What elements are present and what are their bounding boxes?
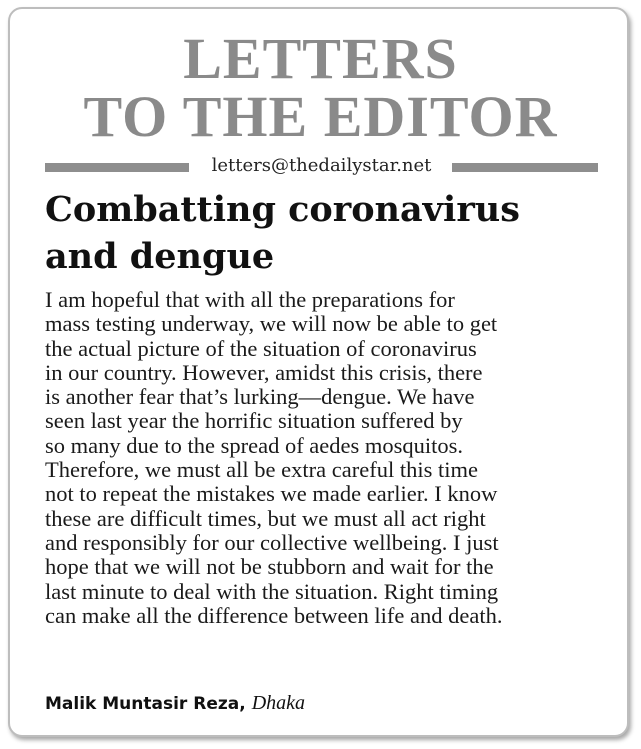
author-name: Malik Muntasir Reza,	[45, 694, 246, 714]
body-line: and responsibly for our collective wellbeing. I just	[45, 529, 499, 555]
body-line: not to repeat the mistakes we made earlier. I know	[45, 481, 498, 507]
body-line: can make all the difference between life and death.	[45, 602, 503, 628]
body-line: I am hopeful that with all the preparations for	[45, 287, 455, 312]
headline-line-2: and dengue	[45, 236, 275, 277]
letter-body	[45, 288, 605, 628]
left-divider	[45, 163, 189, 172]
headline-line-1: Combatting coronavirus	[45, 189, 520, 230]
email-rule-row	[45, 156, 598, 178]
editor-email: letters@thedailystar.net	[211, 155, 432, 176]
body-line: hope that we will not be stubborn and wait for the	[45, 554, 494, 580]
body-line: Therefore, we must all be extra careful this time	[45, 457, 478, 483]
letter-signature	[45, 691, 305, 716]
right-divider	[452, 163, 598, 172]
masthead-title-line2: TO THE EDITOR	[83, 84, 558, 149]
body-line: so many due to the spread of aedes mosquitos.	[45, 432, 464, 458]
body-line: these are difficult times, but we must all act right	[45, 505, 486, 531]
body-line: the actual picture of the situation of coronavirus	[45, 335, 477, 361]
body-line: mass testing underway, we will now be able to get	[45, 311, 498, 337]
body-line: seen last year the horrific situation suffered by	[45, 408, 463, 434]
body-line: last minute to deal with the situation. Right timing	[45, 578, 499, 604]
author-city: Dhaka	[251, 692, 306, 714]
masthead-title-line1: LETTERS	[183, 26, 458, 91]
letter-headline	[45, 186, 605, 280]
body-line: is another fear that’s lurking—dengue. We have	[45, 384, 475, 410]
body-line: in our country. However, amidst this crisis, there	[45, 359, 483, 385]
